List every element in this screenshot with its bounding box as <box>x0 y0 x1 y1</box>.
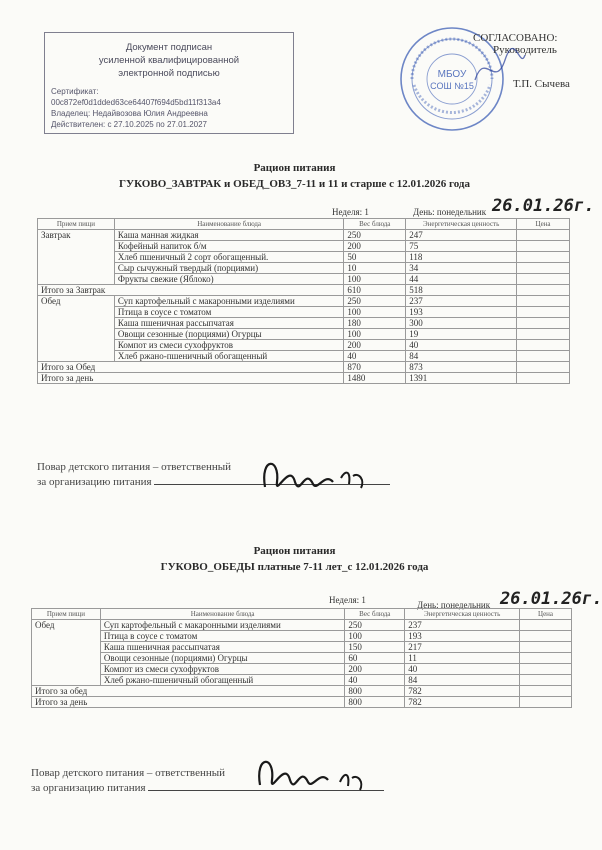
dish-cell: Компот из смеси сухофруктов <box>114 340 343 351</box>
price-cell <box>517 318 570 329</box>
meal-cell <box>32 642 101 653</box>
price-cell <box>520 631 572 642</box>
approval-role: Руководитель <box>493 44 557 56</box>
total-row <box>38 285 570 296</box>
col-header-dish: Наименование блюда <box>100 609 344 620</box>
dish-cell: Птица в соусе с томатом <box>100 631 344 642</box>
dish-cell: Хлеб ржано-пшеничный обогащенный <box>114 351 343 362</box>
total-label: Итого за Завтрак <box>38 285 344 296</box>
section2-subtitle: ГУКОВО_ОБЕДЫ платные 7-11 лет_с 12.01.2026 года <box>160 561 429 573</box>
energy-cell: 782 <box>405 697 520 708</box>
energy-cell: 34 <box>406 263 517 274</box>
col-header-meal: Прием пищи <box>38 219 115 230</box>
weight-cell: 250 <box>345 620 405 631</box>
signature-title-line3: электронной подписью <box>118 68 220 79</box>
section2-footer-line2: за организацию питания <box>31 782 146 794</box>
certificate-validity: Действителен: с 27.10.2025 по 27.01.2027 <box>51 120 207 129</box>
col-header-weight: Вес блюда <box>344 219 406 230</box>
table-header-row <box>38 219 570 230</box>
meal-cell <box>38 263 115 274</box>
dish-cell: Птица в соусе с томатом <box>114 307 343 318</box>
table-row <box>32 664 572 675</box>
price-cell <box>517 285 570 296</box>
weight-cell: 40 <box>345 675 405 686</box>
weight-cell: 10 <box>344 263 406 274</box>
section2-week: Неделя: 1 <box>329 595 366 605</box>
dish-cell: Каша манная жидкая <box>114 230 343 241</box>
table-row <box>38 318 570 329</box>
energy-cell: 19 <box>406 329 517 340</box>
weight-cell: 200 <box>344 340 406 351</box>
certificate-label: Сертификат: <box>51 87 99 96</box>
energy-cell: 217 <box>405 642 520 653</box>
weight-cell: 60 <box>345 653 405 664</box>
weight-cell: 50 <box>344 252 406 263</box>
signature-title <box>45 41 293 80</box>
price-cell <box>520 664 572 675</box>
weight-cell: 610 <box>344 285 406 296</box>
energy-cell: 300 <box>406 318 517 329</box>
meal-cell <box>38 318 115 329</box>
weight-cell: 800 <box>345 686 405 697</box>
table-row <box>38 340 570 351</box>
energy-cell: 193 <box>406 307 517 318</box>
dish-cell: Овощи сезонные (порциями) Огурцы <box>100 653 344 664</box>
total-row <box>32 697 572 708</box>
dish-cell: Овощи сезонные (порциями) Огурцы <box>114 329 343 340</box>
table-row <box>38 274 570 285</box>
col-header-price: Цена <box>517 219 570 230</box>
cook-signature-icon-2 <box>250 750 380 805</box>
price-cell <box>517 329 570 340</box>
table-header-row <box>32 609 572 620</box>
col-header-energy: Энергетическая ценность <box>406 219 517 230</box>
col-header-dish: Наименование блюда <box>114 219 343 230</box>
table-row <box>32 642 572 653</box>
dish-cell: Каша пшеничная рассыпчатая <box>114 318 343 329</box>
weight-cell: 800 <box>345 697 405 708</box>
price-cell <box>520 620 572 631</box>
section1-menu-table <box>37 218 570 384</box>
total-label: Итого за Обед <box>38 362 344 373</box>
meal-cell <box>38 351 115 362</box>
weight-cell: 1480 <box>344 373 406 384</box>
weight-cell: 150 <box>345 642 405 653</box>
meal-cell <box>38 340 115 351</box>
dish-cell: Суп картофельный с макаронными изделиями <box>100 620 344 631</box>
energy-cell: 237 <box>406 296 517 307</box>
certificate-value: 00c872ef0d1dded63ce64407f694d5bd11f313a4 <box>51 98 221 107</box>
weight-cell: 250 <box>344 296 406 307</box>
price-cell <box>517 362 570 373</box>
price-cell <box>517 373 570 384</box>
col-header-price: Цена <box>520 609 572 620</box>
dish-cell: Компот из смеси сухофруктов <box>100 664 344 675</box>
meal-cell <box>32 653 101 664</box>
energy-cell: 1391 <box>406 373 517 384</box>
section1-day: День: понедельник <box>413 207 487 217</box>
weight-cell: 250 <box>344 230 406 241</box>
meal-cell: Обед <box>38 296 115 307</box>
price-cell <box>520 653 572 664</box>
signature-title-line2: усиленной квалифицированной <box>98 55 240 66</box>
weight-cell: 870 <box>344 362 406 373</box>
table-row <box>38 241 570 252</box>
price-cell <box>517 230 570 241</box>
price-cell <box>520 675 572 686</box>
energy-cell: 247 <box>406 230 517 241</box>
table-row <box>38 230 570 241</box>
price-cell <box>520 697 572 708</box>
meal-cell <box>32 631 101 642</box>
table-row <box>32 653 572 664</box>
approval-agreed: СОГЛАСОВАНО: <box>473 32 558 44</box>
energy-cell: 118 <box>406 252 517 263</box>
weight-cell: 40 <box>344 351 406 362</box>
total-label: Итого за день <box>38 373 344 384</box>
electronic-signature-box <box>44 32 294 134</box>
approval-name: Т.П. Сычева <box>513 78 570 90</box>
energy-cell: 84 <box>405 675 520 686</box>
section2-day: День: понедельник <box>417 600 491 610</box>
section2-title: Рацион питания <box>253 545 336 557</box>
col-header-weight: Вес блюда <box>345 609 405 620</box>
energy-cell: 237 <box>405 620 520 631</box>
section1-subtitle: ГУКОВО_ЗАВТРАК и ОБЕД_ОВЗ_7-11 и 11 и старше с 12.01.2026 года <box>119 178 470 190</box>
meal-cell <box>32 675 101 686</box>
meal-cell: Обед <box>32 620 101 631</box>
col-header-meal: Прием пищи <box>32 609 101 620</box>
table-row <box>38 252 570 263</box>
price-cell <box>520 686 572 697</box>
section1-footer-line1: Повар детского питания – ответственный <box>37 461 231 473</box>
certificate-owner: Владелец: Недайвозова Юлия Андреевна <box>51 109 208 118</box>
price-cell <box>520 642 572 653</box>
table-row <box>38 329 570 340</box>
dish-cell: Суп картофельный с макаронными изделиями <box>114 296 343 307</box>
energy-cell: 782 <box>405 686 520 697</box>
weight-cell: 180 <box>344 318 406 329</box>
energy-cell: 11 <box>405 653 520 664</box>
price-cell <box>517 296 570 307</box>
price-cell <box>517 263 570 274</box>
director-signature-icon <box>470 40 530 100</box>
weight-cell: 100 <box>344 329 406 340</box>
energy-cell: 873 <box>406 362 517 373</box>
meal-cell <box>38 307 115 318</box>
energy-cell: 193 <box>405 631 520 642</box>
energy-cell: 40 <box>406 340 517 351</box>
table-row <box>38 351 570 362</box>
meal-cell <box>38 252 115 263</box>
section2-handwritten-date: 26.01.26г. <box>500 589 602 609</box>
weight-cell: 100 <box>344 274 406 285</box>
energy-cell: 518 <box>406 285 517 296</box>
price-cell <box>517 274 570 285</box>
stamp-text-2: СОШ №15 <box>430 81 474 91</box>
table-row <box>32 675 572 686</box>
signature-title-line1: Документ подписан <box>125 42 213 53</box>
col-header-energy: Энергетическая ценность <box>405 609 520 620</box>
table-row <box>38 263 570 274</box>
price-cell <box>517 252 570 263</box>
meal-cell <box>32 664 101 675</box>
section2-menu-table <box>31 608 572 708</box>
section1-week: Неделя: 1 <box>332 207 369 217</box>
dish-cell: Хлеб ржано-пшеничный обогащенный <box>100 675 344 686</box>
meal-cell: Завтрак <box>38 230 115 241</box>
stamp-text-1: МБОУ <box>437 69 467 80</box>
dish-cell: Фрукты свежие (Яблоко) <box>114 274 343 285</box>
section2-footer-line1: Повар детского питания – ответственный <box>31 767 225 779</box>
meal-cell <box>38 274 115 285</box>
price-cell <box>517 351 570 362</box>
energy-cell: 44 <box>406 274 517 285</box>
weight-cell: 200 <box>344 241 406 252</box>
total-label: Итого за день <box>32 697 345 708</box>
section1-title: Рацион питания <box>253 162 336 174</box>
dish-cell: Кофейный напиток б/м <box>114 241 343 252</box>
total-row <box>32 686 572 697</box>
energy-cell: 40 <box>405 664 520 675</box>
weight-cell: 100 <box>345 631 405 642</box>
dish-cell: Каша пшеничная рассыпчатая <box>100 642 344 653</box>
energy-cell: 75 <box>406 241 517 252</box>
dish-cell: Сыр сычужный твердый (порциями) <box>114 263 343 274</box>
table-row <box>32 631 572 642</box>
cook-signature-icon-1 <box>255 452 385 507</box>
meal-cell <box>38 241 115 252</box>
dish-cell: Хлеб пшеничный 2 сорт обогащенный. <box>114 252 343 263</box>
total-row <box>38 373 570 384</box>
meal-cell <box>38 329 115 340</box>
weight-cell: 200 <box>345 664 405 675</box>
table-row <box>38 307 570 318</box>
price-cell <box>517 340 570 351</box>
table-row <box>32 620 572 631</box>
energy-cell: 84 <box>406 351 517 362</box>
table-row <box>38 296 570 307</box>
section1-handwritten-date: 26.01.26г. <box>492 196 595 216</box>
price-cell <box>517 307 570 318</box>
total-row <box>38 362 570 373</box>
weight-cell: 100 <box>344 307 406 318</box>
total-label: Итого за обед <box>32 686 345 697</box>
price-cell <box>517 241 570 252</box>
section1-footer-line2: за организацию питания <box>37 476 152 488</box>
